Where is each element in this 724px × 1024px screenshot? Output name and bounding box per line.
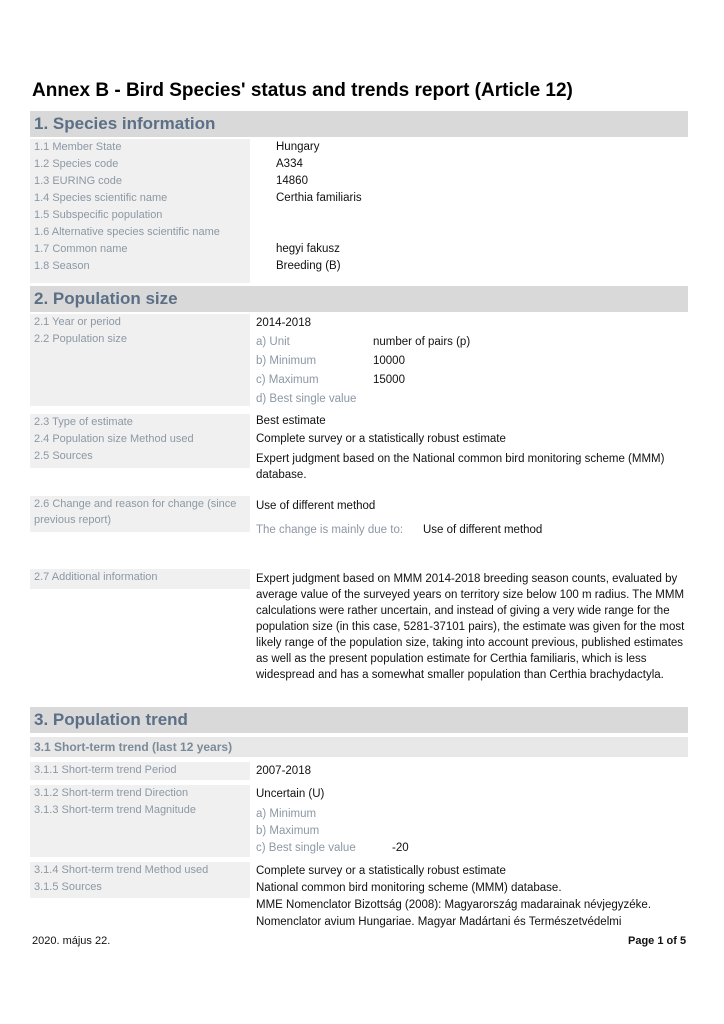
label-maximum: c) Maximum	[256, 374, 319, 386]
value-minimum: 10000	[373, 355, 405, 367]
footer-date: 2020. május 22.	[32, 935, 111, 947]
value-type-of-estimate: Best estimate	[256, 415, 326, 427]
label-trend-direction: 3.1.2 Short-term trend Direction	[34, 787, 189, 799]
label-subspecific-population: 1.5 Subspecific population	[34, 209, 163, 221]
label-scientific-name: 1.4 Species scientific name	[34, 192, 168, 204]
section-heading: 1. Species information	[34, 114, 216, 133]
subsection-header-short-term-trend	[30, 737, 688, 757]
label-trend-best-value: c) Best single value	[256, 842, 356, 854]
label-change-due: The change is mainly due to:	[256, 524, 404, 536]
value-trend-period: 2007-2018	[256, 765, 311, 777]
value-trend-source-3: Nomenclator avium Hungariae. Magyar Madártani és Természetvédelmi	[256, 916, 622, 928]
trend-labels	[30, 785, 250, 857]
value-member-state: Hungary	[276, 141, 320, 153]
label-additional-information: 2.7 Additional information	[30, 569, 250, 589]
value-sources: Expert judgment based on the National common bird monitoring scheme (MMM) database.	[256, 453, 665, 481]
label-population-size: 2.2 Population size	[34, 333, 127, 345]
trend-method-values	[256, 863, 651, 931]
page-title: Annex B - Bird Species' status and trends report (Article 12)	[32, 80, 573, 101]
label-year-period: 2.1 Year or period	[34, 316, 121, 328]
value-trend-method: Complete survey or a statistically robust estimate	[256, 865, 506, 877]
value-species-code: A334	[276, 158, 303, 170]
value-unit: number of pairs (p)	[373, 336, 471, 348]
value-trend-source-2: MME Nomenclator Bizottság (2008): Magyarország madarainak névjegyzéke.	[256, 899, 652, 911]
label-trend-sources: 3.1.5 Sources	[34, 881, 102, 893]
value-euring-code: 14860	[276, 175, 308, 187]
section-header-species-information	[30, 111, 688, 137]
value-change-due: Use of different method	[423, 524, 543, 536]
label-change-reason: 2.6 Change and reason for change (since previous report)	[30, 496, 250, 532]
label-season: 1.8 Season	[34, 260, 90, 272]
label-minimum: b) Minimum	[256, 355, 317, 367]
section-header-population-size	[30, 286, 688, 312]
value-alternative-name	[276, 224, 362, 241]
species-info-labels	[30, 139, 250, 283]
label-member-state: 1.1 Member State	[34, 141, 122, 153]
value-trend-source-1: National common bird monitoring scheme (MMM) database.	[256, 882, 562, 894]
section-heading: 2. Population size	[34, 289, 178, 308]
value-trend-best-value: -20	[392, 842, 409, 854]
species-info-values	[276, 139, 362, 275]
trend-method-labels	[30, 862, 250, 898]
value-scientific-name: Certhia familiaris	[276, 192, 362, 204]
label-euring-code: 1.3 EURING code	[34, 175, 123, 187]
label-method-used: 2.4 Population size Method used	[34, 433, 194, 445]
estimate-labels	[30, 414, 250, 468]
value-maximum: 15000	[373, 374, 405, 386]
label-best-single-value: d) Best single value	[256, 393, 357, 405]
value-year-period: 2014-2018	[256, 317, 311, 329]
value-additional-information: Expert judgment based on MMM 2014-2018 breeding season counts, evaluated by average value of the surveyed years on territory size below 100 m radius. The MMM calculations were rather uncertain, and instead of giving a very wide range for the population size (in this case, 5281-37101 pairs), the estimate was given for the most likely range of the population size, taking into account previous, published estimates as well as the present population estimate for Certhia familiaris, which is less widespread and has a somewhat smaller population than Certhia brachydactyla.	[256, 573, 685, 681]
value-change-reason: Use of different method	[256, 500, 376, 512]
label-unit: a) Unit	[256, 336, 290, 348]
label-species-code: 1.2 Species code	[34, 158, 119, 170]
subsection-heading: 3.1 Short-term trend (last 12 years)	[34, 740, 233, 754]
label-trend-period: 3.1.1 Short-term trend Period	[30, 762, 250, 780]
label-trend-method: 3.1.4 Short-term trend Method used	[34, 864, 209, 876]
value-method-used: Complete survey or a statistically robust estimate	[256, 433, 506, 445]
section-heading: 3. Population trend	[34, 710, 188, 729]
label-type-of-estimate: 2.3 Type of estimate	[34, 416, 133, 428]
value-trend-direction: Uncertain (U)	[256, 788, 325, 800]
section-header-population-trend	[30, 707, 688, 733]
value-common-name: hegyi fakusz	[276, 243, 340, 255]
footer-page-number: Page 1 of 5	[628, 935, 687, 947]
label-sources: 2.5 Sources	[34, 450, 93, 462]
value-season: Breeding (B)	[276, 260, 341, 272]
label-alternative-name: 1.6 Alternative species scientific name	[34, 226, 220, 238]
value-subspecific-population	[276, 207, 362, 224]
label-common-name: 1.7 Common name	[34, 243, 128, 255]
label-trend-maximum: b) Maximum	[256, 825, 320, 837]
population-size-labels	[30, 314, 250, 406]
label-trend-magnitude: 3.1.3 Short-term trend Magnitude	[34, 804, 197, 816]
label-trend-minimum: a) Minimum	[256, 808, 317, 820]
